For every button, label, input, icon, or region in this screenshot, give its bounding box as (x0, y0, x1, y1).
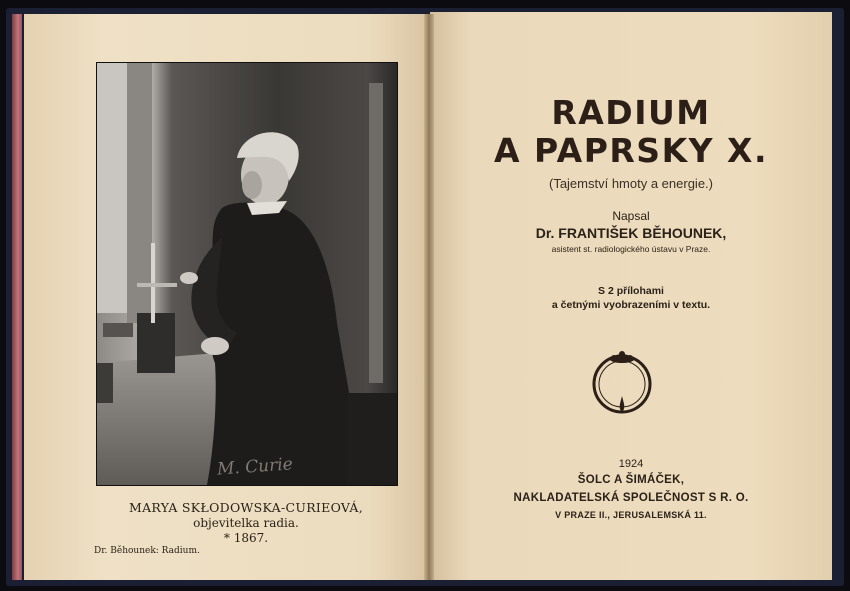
caption-name: MARYA SKŁODOWSKA-CURIEOVÁ, (129, 500, 363, 515)
frontispiece-photo (96, 62, 398, 486)
photo-illustration (97, 63, 397, 485)
publication-year: 1924 (618, 458, 644, 470)
publisher-address: V PRAZE II., JERUSALEMSKÁ 11. (555, 510, 707, 520)
author-name: Dr. FRANTIŠEK BĚHOUNEK, (535, 225, 727, 241)
book-title-line2: A PAPRSKY X. (493, 131, 769, 170)
written-by-label: Napsal (612, 209, 650, 223)
caption-born: * 1867. (223, 531, 269, 545)
book-subtitle: (Tajemství hmoty a energie.) (548, 176, 713, 191)
caption-role: objevitelka radia. (193, 516, 299, 530)
supplements-line2: a četnými vyobrazeními v textu. (551, 299, 711, 311)
page-edge-red (12, 14, 22, 580)
publisher-emblem-icon (590, 348, 654, 416)
supplements-line1: S 2 přílohami (598, 285, 664, 297)
book-title-line1: RADIUM (551, 93, 711, 132)
page-footer: Dr. Běhounek: Radium. (94, 546, 200, 556)
photo-signature: M. Curie (216, 454, 294, 480)
publisher-company: NAKLADATELSKÁ SPOLEČNOST S R. O. (513, 492, 749, 504)
author-affiliation: asistent st. radiologického ústavu v Praze. (551, 244, 711, 254)
publisher-name: ŠOLC A ŠIMÁČEK, (577, 474, 685, 486)
